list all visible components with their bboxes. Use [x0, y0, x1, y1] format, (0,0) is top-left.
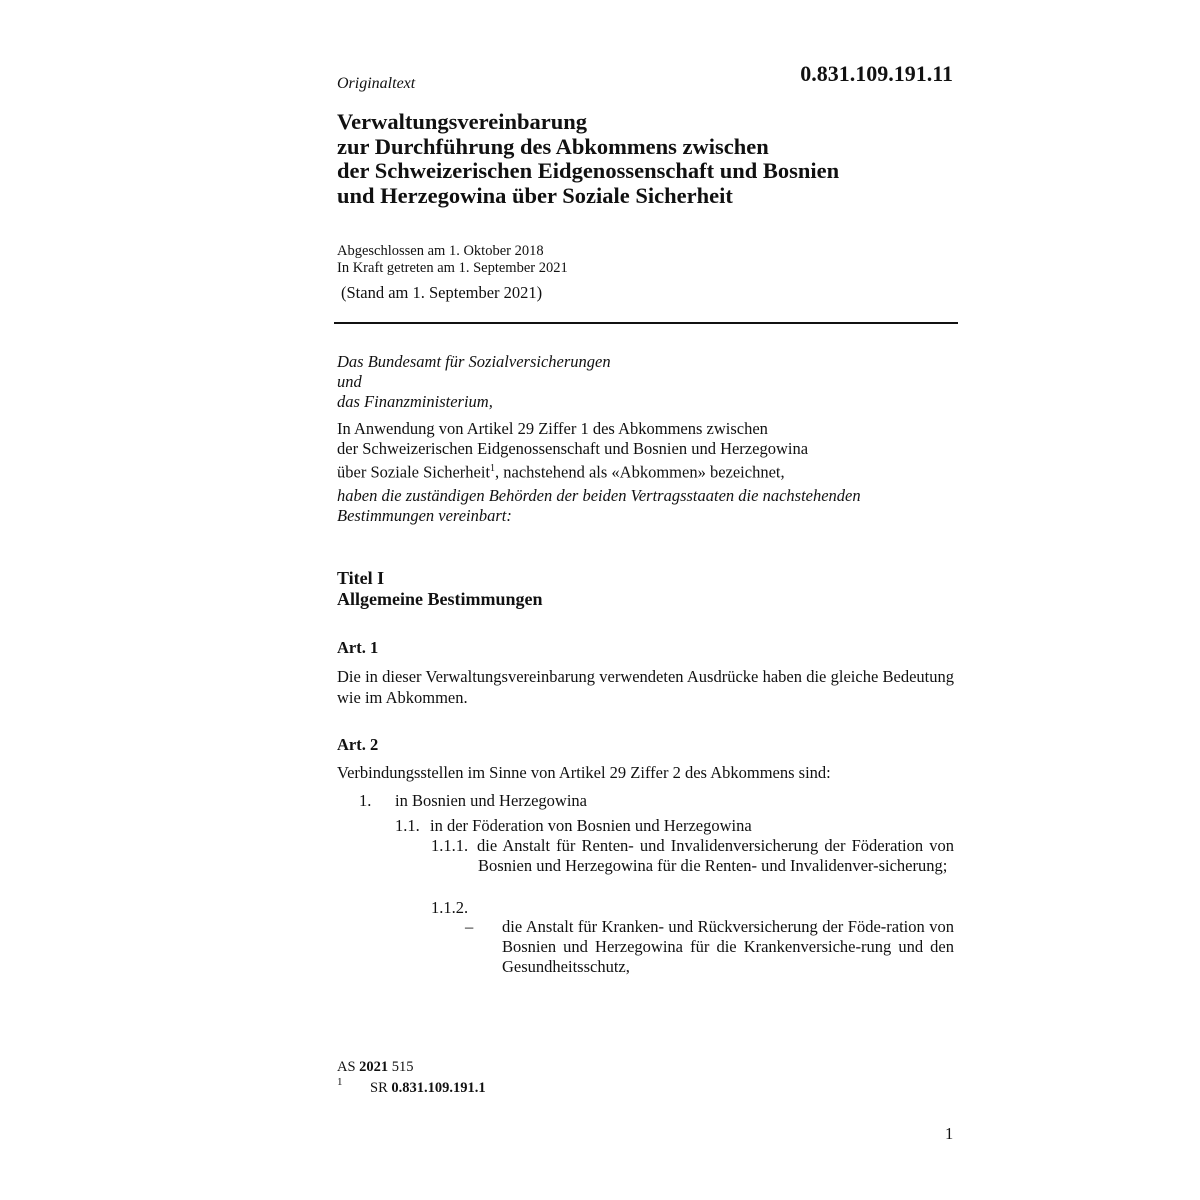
title-divider: [334, 322, 958, 324]
document-title: [337, 110, 839, 208]
application-line: [337, 459, 808, 483]
title-line: der Schweizerischen Eidgenossenschaft und Bosnien: [337, 158, 840, 183]
title-heading: [337, 568, 542, 610]
title-number: Titel I: [337, 568, 385, 588]
preamble-application: [337, 419, 808, 483]
application-line-text: , nachstehend als «Abkommen» bezeichnet,: [495, 462, 785, 482]
title-line: Verwaltungsvereinbarung: [337, 109, 588, 134]
party-line: Das Bundesamt für Sozialversicherungen: [337, 352, 611, 371]
agreed-line: haben die zuständigen Behörden der beiden Vertragsstaaten die nachstehenden: [337, 486, 861, 505]
agreed-line: Bestimmungen vereinbart:: [337, 506, 512, 525]
party-line: und: [337, 372, 362, 391]
sr-number: 0.831.109.191.11: [800, 61, 953, 86]
page-number: 1: [945, 1124, 954, 1143]
list-number: 1.1.1.: [431, 836, 469, 855]
footnote-sr-label: SR: [370, 1080, 388, 1096]
footnote-number: 1: [337, 1076, 343, 1088]
as-year: 2021: [359, 1059, 389, 1075]
title-name: Allgemeine Bestimmungen: [337, 589, 543, 609]
list-item-text: die Anstalt für Kranken- und Rückversicherung der Föde-ration von Bosnien und Herzegowina für die Krankenversiche-rung und den Gesundheitsschutz,: [502, 917, 954, 976]
application-line: der Schweizerischen Eidgenossenschaft und Bosnien und Herzegowina: [337, 439, 809, 458]
title-line: und Herzegowina über Soziale Sicherheit: [337, 182, 733, 208]
list-item-text: in Bosnien und Herzegowina: [395, 791, 587, 810]
in-force-date: In Kraft getreten am 1. September 2021: [337, 260, 568, 276]
article-2-intro: Verbindungsstellen im Sinne von Artikel 29 Ziffer 2 des Abkommens sind:: [337, 763, 831, 782]
concluded-date: Abgeschlossen am 1. Oktober 2018: [337, 243, 544, 259]
preamble-parties: [337, 352, 611, 412]
footnote-ref[interactable]: 1: [490, 463, 496, 474]
title-line: zur Durchführung des Abkommens zwischen: [337, 133, 769, 159]
application-line-text: über Soziale Sicherheit: [337, 462, 491, 482]
list-dash: –: [465, 917, 474, 936]
party-line: das Finanzministerium,: [337, 392, 493, 411]
as-label: AS: [337, 1059, 356, 1075]
article-2-heading: Art. 2: [337, 735, 379, 754]
status-date: (Stand am 1. September 2021): [341, 283, 543, 302]
footnote-text: [370, 1080, 486, 1097]
as-page: 515: [391, 1059, 414, 1075]
list-item-text: die Anstalt für Renten- und Invalidenversicherung der Föderation von Bosnien und Herzegowina für die Renten- und Invalidenver-sicherung;: [477, 836, 954, 875]
list-item-text: in der Föderation von Bosnien und Herzegowina: [430, 816, 752, 835]
list-number: 1.: [359, 791, 372, 810]
application-line: In Anwendung von Artikel 29 Ziffer 1 des Abkommens zwischen: [337, 419, 768, 438]
footnote-sr-number: 0.831.109.191.1: [391, 1080, 486, 1096]
list-number: 1.1.2.: [431, 898, 469, 917]
original-text-label: Originaltext: [337, 75, 416, 92]
list-number: 1.1.: [395, 816, 420, 835]
official-compilation-ref: [337, 1059, 414, 1076]
preamble-agreed: [337, 486, 861, 526]
article-1-text: Die in dieser Verwaltungsvereinbarung verwendeten Ausdrücke haben die gleiche Bedeutung wie im Abkommen.: [337, 667, 954, 707]
article-1-heading: Art. 1: [337, 638, 379, 657]
